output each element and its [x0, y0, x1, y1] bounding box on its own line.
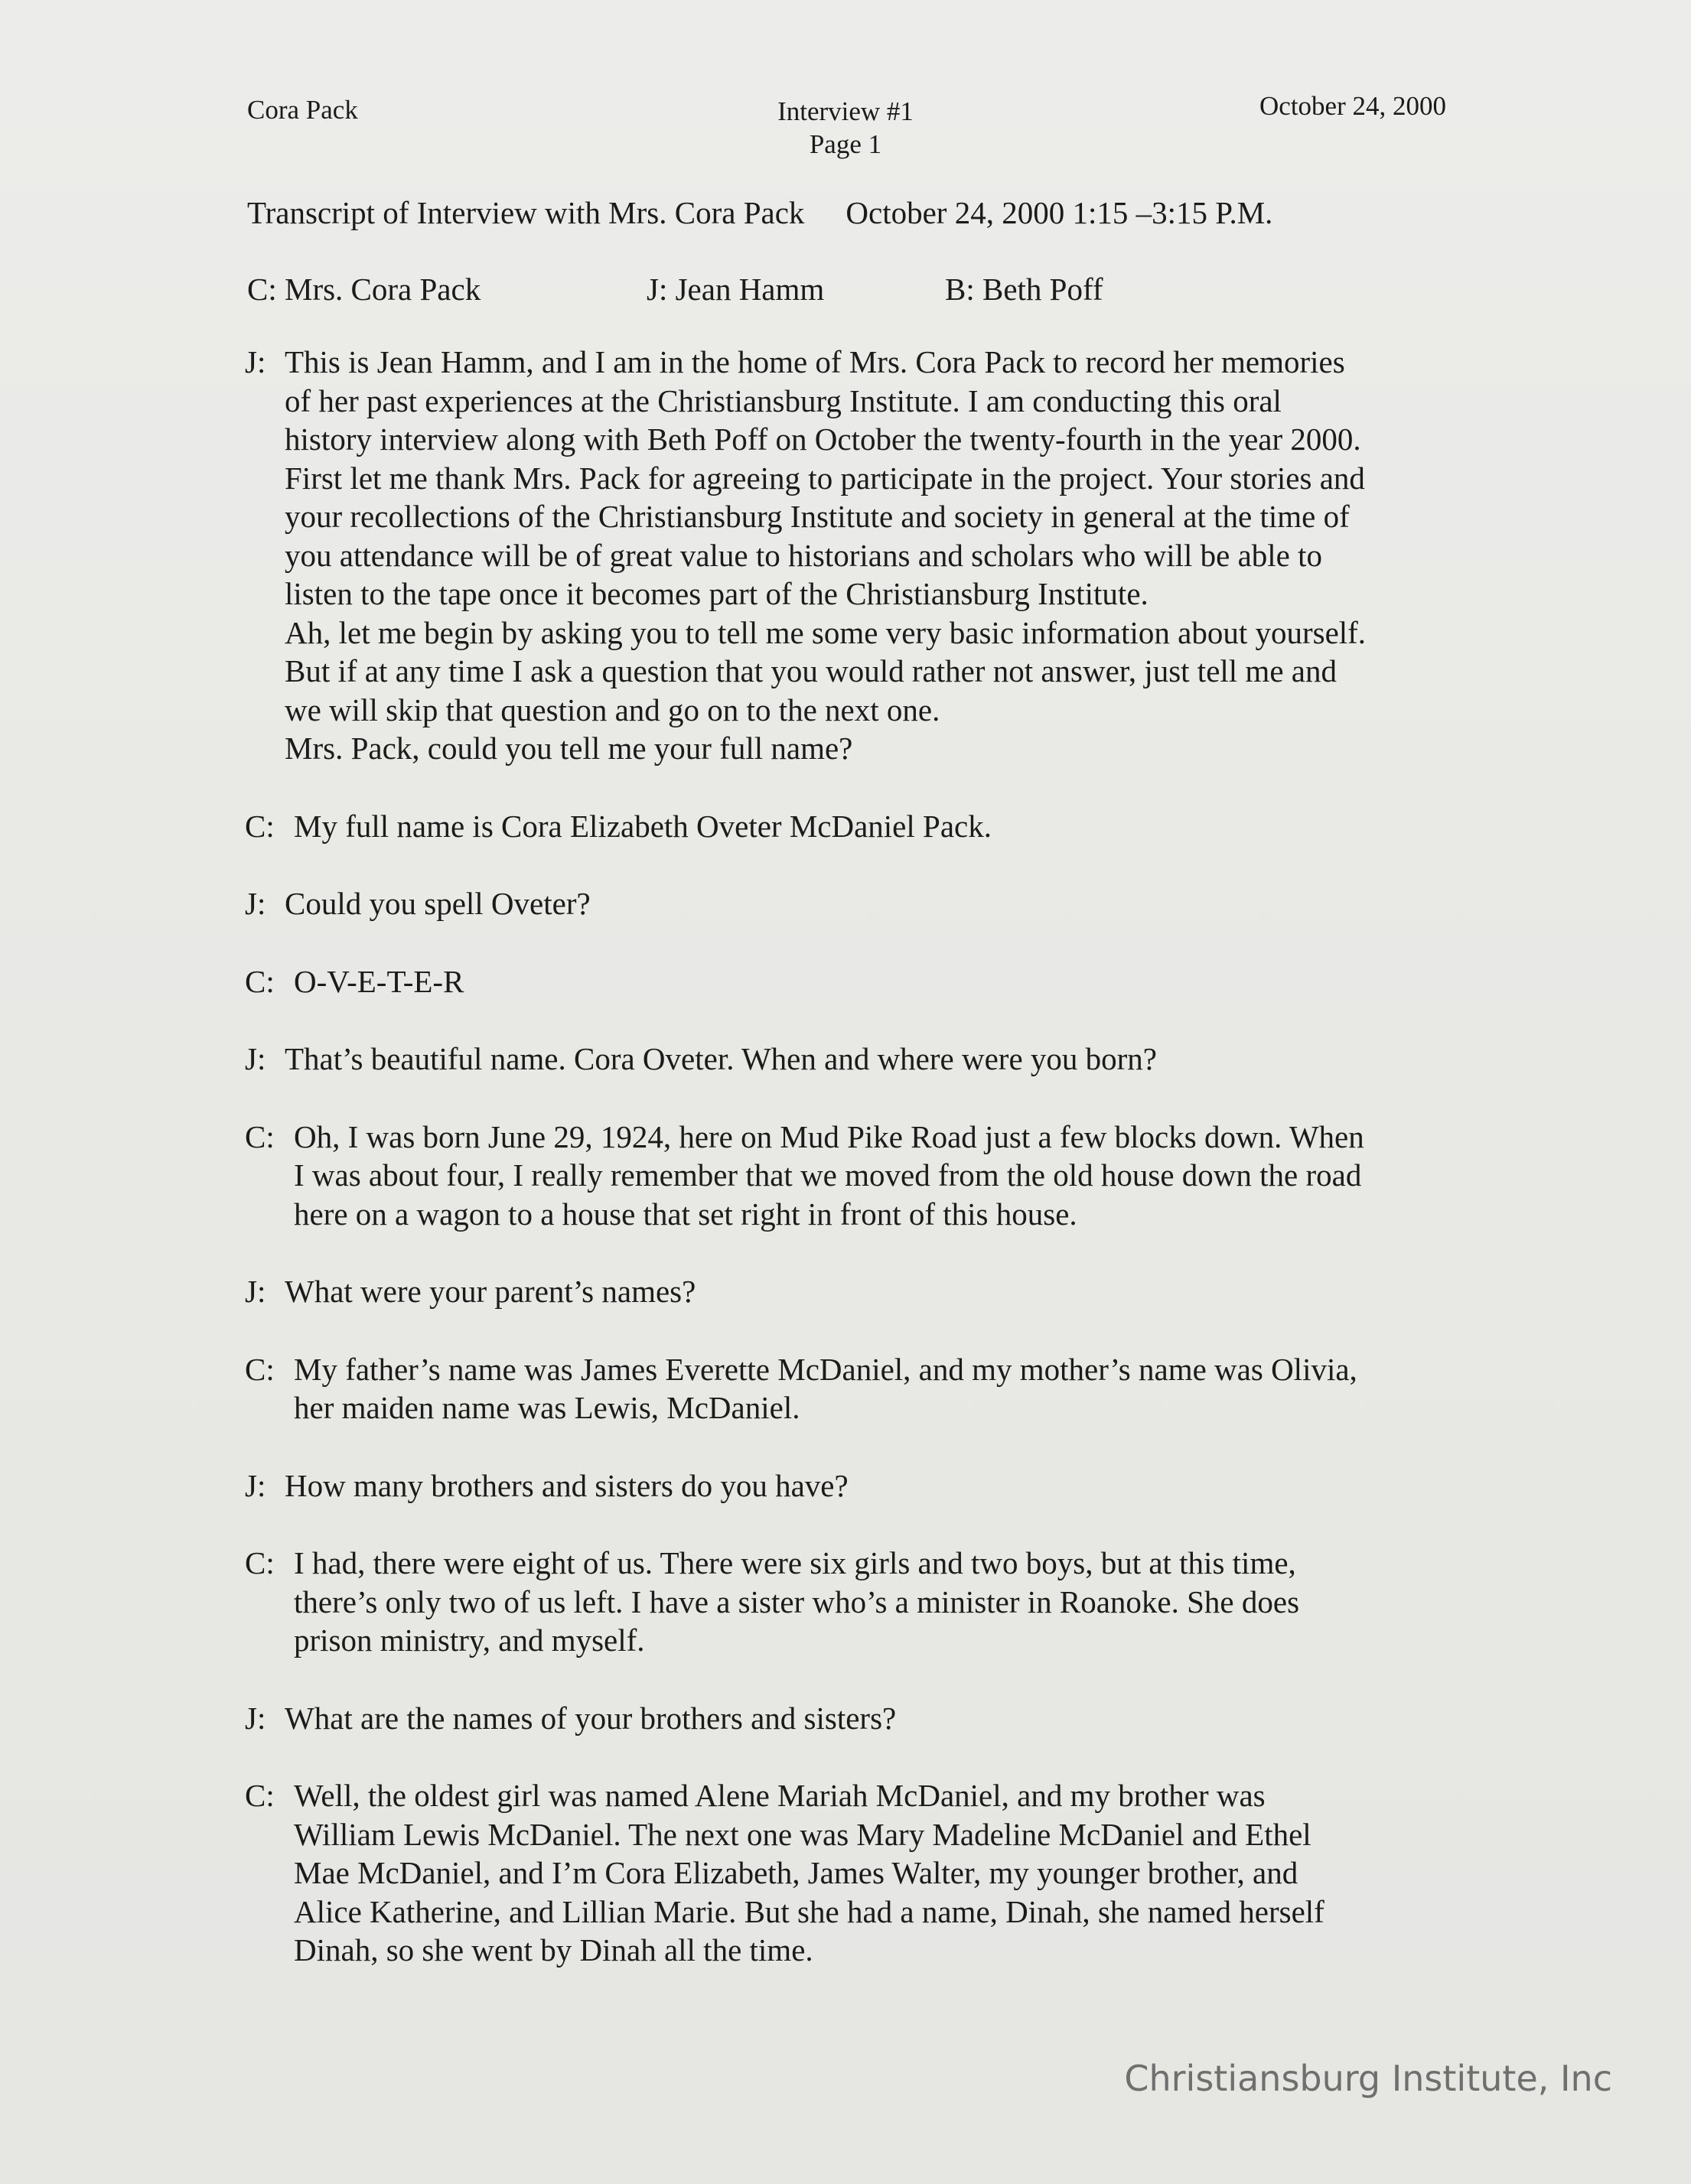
transcript-turn	[245, 1040, 1477, 1079]
transcript-turn	[245, 884, 1477, 923]
turn-text	[285, 1040, 1477, 1079]
transcript-turn	[245, 1272, 1477, 1311]
text-line: of her past experiences at the Christiansburg Institute. I am conducting this oral	[285, 382, 1282, 418]
watermark: Christiansburg Institute, Inc	[1124, 2058, 1612, 2099]
transcript-title	[247, 194, 1272, 231]
turn-text	[285, 1776, 1477, 1970]
header-date: October 24, 2000	[1259, 91, 1446, 121]
transcript-turn	[245, 1544, 1477, 1660]
turn-text	[285, 1272, 1477, 1311]
speaker-label: J:	[245, 1700, 266, 1736]
speaker-label: C:	[245, 1351, 275, 1387]
text-line: Dinah, so she went by Dinah all the time.	[294, 1932, 813, 1968]
text-line: your recollections of the Christiansburg Institute and society in general at the time of	[285, 499, 1350, 534]
header-interview-page	[692, 95, 999, 161]
transcript-turn	[245, 1118, 1477, 1234]
speaker-label: J:	[245, 1467, 266, 1503]
speaker-label: C:	[245, 1778, 275, 1813]
speaker-label: C:	[245, 963, 275, 999]
speaker-label: C:	[245, 808, 275, 844]
turn-text	[285, 1350, 1477, 1427]
text-line: Ah, let me begin by asking you to tell me some very basic information about yourself.	[285, 614, 1367, 650]
text-line: I had, there were eight of us. There were six girls and two boys, but at this time,	[294, 1545, 1296, 1580]
text-line: How many brothers and sisters do you have?	[285, 1467, 849, 1503]
text-line: This is Jean Hamm, and I am in the home of Mrs. Cora Pack to record her memories	[285, 344, 1345, 379]
turn-text	[285, 1544, 1477, 1660]
text-line: What are the names of your brothers and sisters?	[285, 1700, 897, 1736]
participant-beth: B: Beth Poff	[945, 272, 1103, 307]
transcript-turn	[245, 1466, 1477, 1505]
header-page-number: Page 1	[809, 129, 882, 159]
text-line: O-V-E-T-E-R	[294, 963, 464, 999]
header-interviewee: Cora Pack	[247, 95, 358, 125]
turn-text	[285, 884, 1477, 923]
text-line: That’s beautiful name. Cora Oveter. When and where were you born?	[285, 1041, 1157, 1076]
transcript-turn	[245, 807, 1477, 846]
text-line: Could you spell Oveter?	[285, 886, 591, 921]
text-line: My father’s name was James Everette McDaniel, and my mother’s name was Olivia,	[294, 1351, 1357, 1387]
text-line: you attendance will be of great value to historians and scholars who will be able to	[285, 537, 1323, 573]
text-line: Mrs. Pack, could you tell me your full name?	[285, 731, 853, 766]
text-line: Mae McDaniel, and I’m Cora Elizabeth, James Walter, my younger brother, and	[294, 1855, 1298, 1890]
text-line: Alice Katherine, and Lillian Marie. But she had a name, Dinah, she named herself	[294, 1893, 1324, 1929]
turn-text	[285, 807, 1477, 846]
transcript-turn	[245, 962, 1477, 1001]
speaker-label: J:	[245, 886, 266, 921]
header-interview-number: Interview #1	[777, 96, 914, 126]
transcript-title-text: Transcript of Interview with Mrs. Cora Pack	[247, 195, 805, 230]
transcript-body	[245, 343, 1477, 2009]
speaker-label: J:	[245, 344, 266, 379]
text-line: listen to the tape once it becomes part of the Christiansburg Institute.	[285, 576, 1149, 611]
transcript-datetime: October 24, 2000 1:15 –3:15 P.M.	[845, 195, 1273, 230]
transcript-turn	[245, 1350, 1477, 1427]
participant-jean: J: Jean Hamm	[647, 272, 825, 307]
transcript-turn	[245, 1699, 1477, 1738]
turn-text	[285, 343, 1477, 768]
text-line: I was about four, I really remember that we moved from the old house down the road	[294, 1157, 1362, 1193]
participant-cora: C: Mrs. Cora Pack	[247, 272, 481, 307]
text-line: First let me thank Mrs. Pack for agreeing to participate in the project. Your stories and	[285, 460, 1365, 496]
text-line: Oh, I was born June 29, 1924, here on Mud Pike Road just a few blocks down. When	[294, 1118, 1364, 1154]
turn-text	[285, 1466, 1477, 1505]
turn-text	[285, 1118, 1477, 1234]
transcript-turn	[245, 343, 1477, 768]
text-line: we will skip that question and go on to the next one.	[285, 692, 940, 727]
transcript-turn	[245, 1776, 1477, 1970]
text-line: My full name is Cora Elizabeth Oveter McDaniel Pack.	[294, 808, 992, 844]
speaker-label: C:	[245, 1545, 275, 1580]
text-line: history interview along with Beth Poff on October the twenty-fourth in the year 2000.	[285, 422, 1361, 457]
speaker-label: J:	[245, 1274, 266, 1309]
text-line: her maiden name was Lewis, McDaniel.	[294, 1390, 800, 1425]
text-line: there’s only two of us left. I have a sister who’s a minister in Roanoke. She does	[294, 1583, 1300, 1619]
text-line: prison ministry, and myself.	[294, 1623, 645, 1658]
text-line: Well, the oldest girl was named Alene Mariah McDaniel, and my brother was	[294, 1778, 1266, 1813]
text-line: here on a wagon to a house that set right in front of this house.	[294, 1196, 1077, 1232]
speaker-label: J:	[245, 1041, 266, 1076]
text-line: But if at any time I ask a question that you would rather not answer, just tell me and	[285, 653, 1337, 688]
speaker-label: C:	[245, 1118, 275, 1154]
text-line: William Lewis McDaniel. The next one was Mary Madeline McDaniel and Ethel	[294, 1816, 1311, 1852]
turn-text	[285, 1699, 1477, 1738]
text-line: What were your parent’s names?	[285, 1274, 696, 1309]
turn-text	[285, 962, 1477, 1001]
